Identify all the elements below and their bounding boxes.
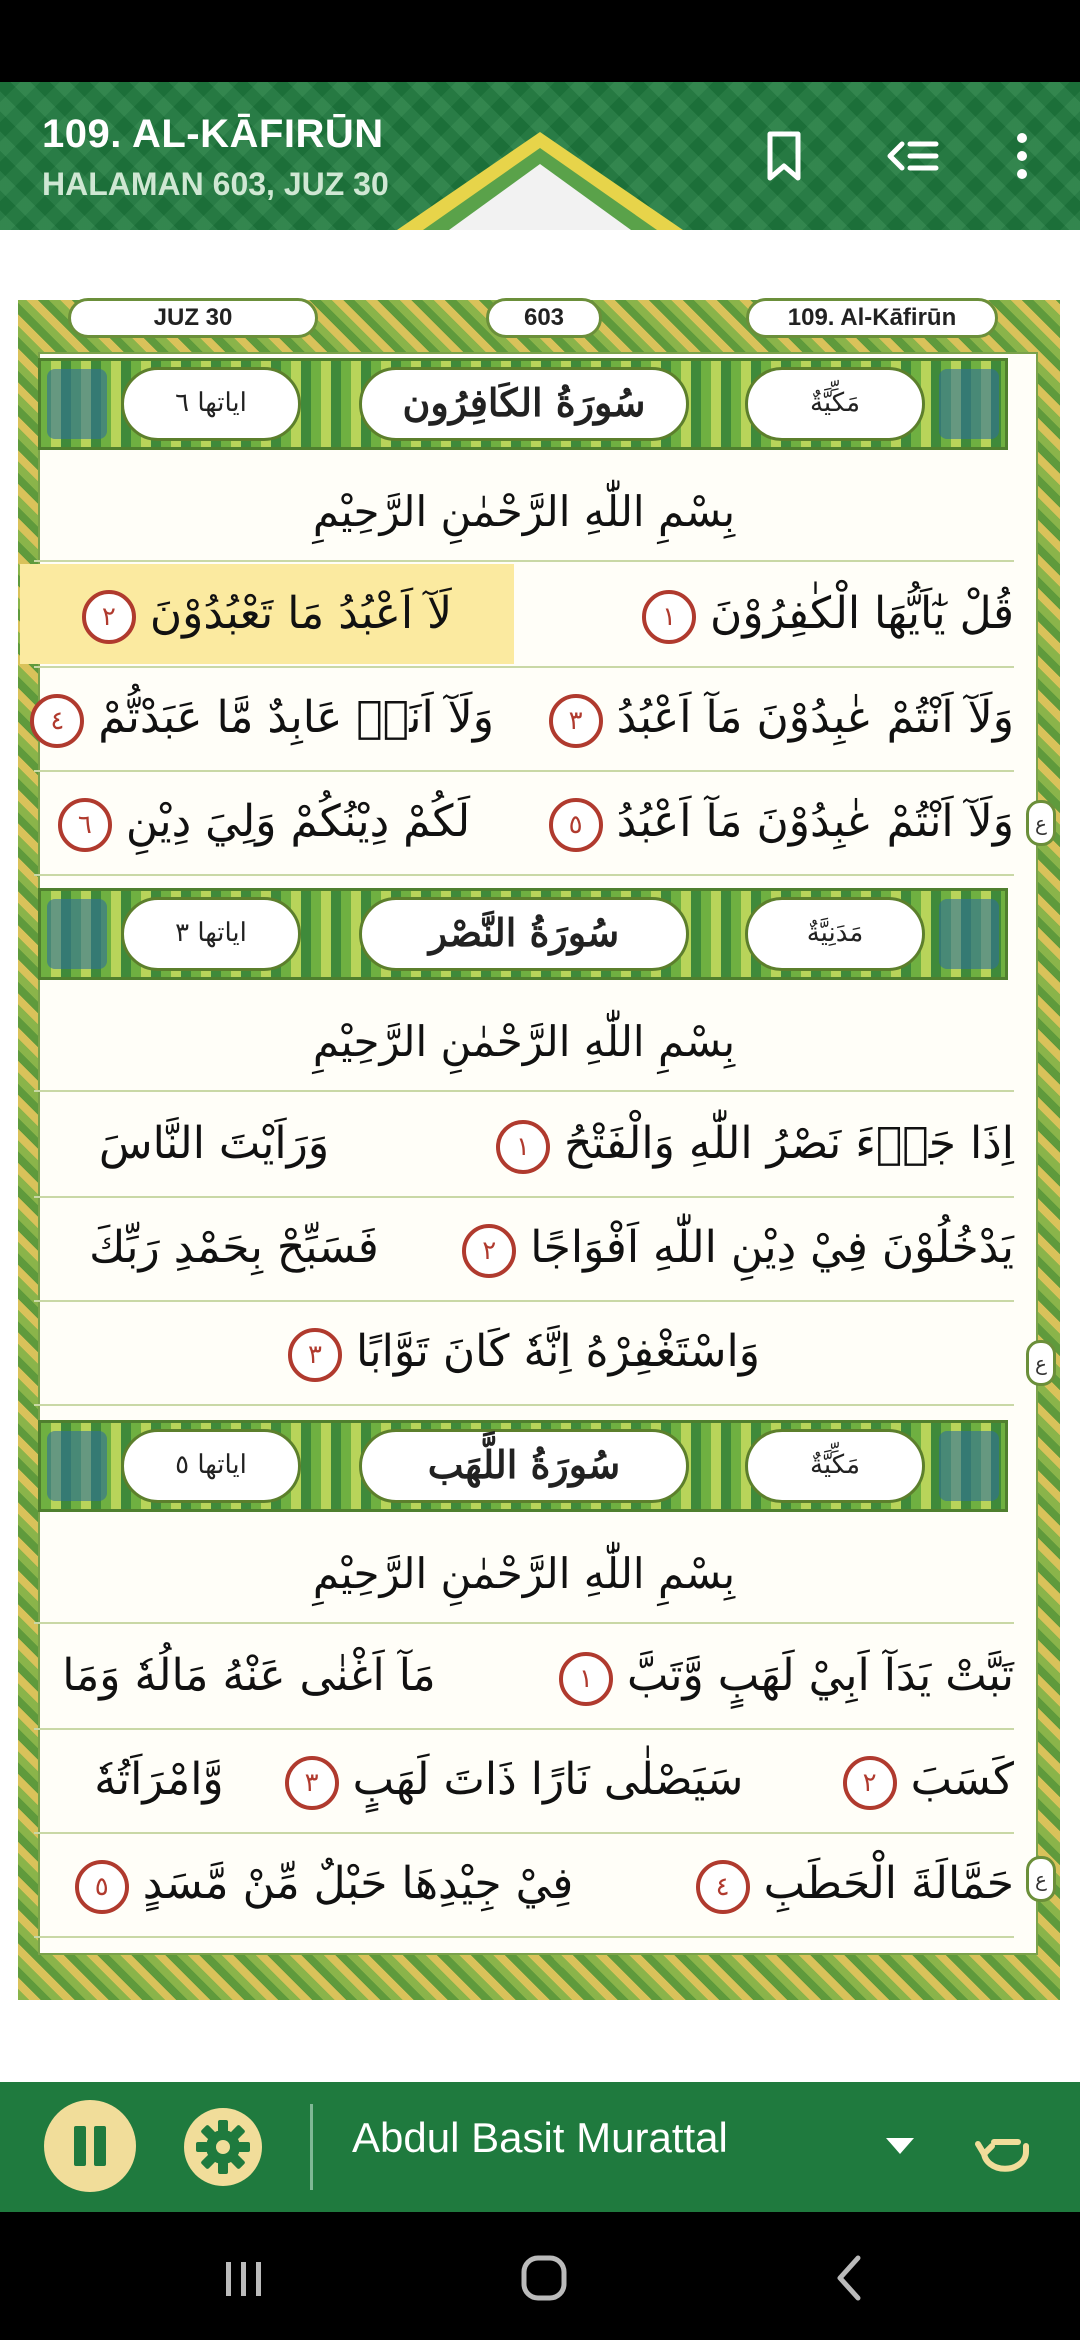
ayah-1[interactable] <box>474 1626 1014 1726</box>
surah-name-ar: سُورَةُ اللَّهَب <box>359 1429 689 1503</box>
text-line <box>34 1626 1014 1730</box>
bismillah: بِسْمِ اللّٰهِ الرَّحْمٰنِ الرَّحِيْمِ <box>34 462 1014 562</box>
juz-label: JUZ 30 <box>68 298 318 338</box>
ayah-number-marker: ١ <box>559 1652 613 1706</box>
text-line <box>34 1834 1014 1938</box>
ayah-3[interactable] <box>34 1302 1014 1402</box>
ayah-text: وَلَآ اَنْتُمْ عٰبِدُوْنَ مَآ اَعْبُدُ <box>616 796 1014 847</box>
ayah-2[interactable] <box>444 1198 1014 1298</box>
ayah-number-marker: ٥ <box>549 798 603 852</box>
repeat-icon[interactable] <box>972 2122 1038 2178</box>
text-line <box>34 772 1014 876</box>
home-icon[interactable] <box>514 2250 574 2306</box>
surah-banner <box>38 1420 1008 1512</box>
surah-name-ar: سُورَةُ النَّصْر <box>359 897 689 971</box>
ayah-text: وَرَاَيْتَ النَّاسَ <box>98 1118 330 1169</box>
surah-banner <box>38 888 1008 980</box>
ayah-number-marker: ٤ <box>30 694 84 748</box>
page-number: 603 <box>486 298 602 338</box>
banner-ornament <box>47 1431 107 1501</box>
ayah-5[interactable] <box>34 1834 614 1934</box>
text-line <box>34 1302 1014 1406</box>
pause-icon <box>74 2126 86 2166</box>
surah-banner <box>38 358 1008 450</box>
ayah-number-marker: ٤ <box>696 1860 750 1914</box>
text-line <box>34 1198 1014 1302</box>
ayah-1[interactable] <box>534 564 1014 664</box>
ayah-text: تَبَّتْ يَدَآ اَبِيْ لَهَبٍ وَّتَبَّ <box>627 1650 1014 1701</box>
more-vertical-icon[interactable] <box>990 124 1054 188</box>
ruku-marker: ع <box>1026 1856 1056 1902</box>
ayah-text: لَكُمْ دِيْنُكُمْ وَلِيَ دِيْنِ <box>125 796 471 847</box>
ayah-number-marker: ٣ <box>285 1756 339 1810</box>
banner-ornament <box>939 899 999 969</box>
ayah-4[interactable] <box>34 668 494 768</box>
ruku-marker: ع <box>1026 1340 1056 1386</box>
ayah-5[interactable] <box>504 772 1014 872</box>
revelation-type: مَكِّيَّةٌ <box>745 367 925 441</box>
ayah-text: حَمَّالَةَ الْحَطَبِ <box>763 1858 1014 1909</box>
surah-name-ar: سُورَةُ الكَافِرُون <box>359 367 689 441</box>
ayah-number-marker: ٢ <box>462 1224 516 1278</box>
ayah-1[interactable] <box>404 1094 1014 1194</box>
ayah-text: وَّامْرَاَتُهٗ <box>94 1754 224 1805</box>
ayah-text: وَلَآ اَنْتُمْ عٰبِدُوْنَ مَآ اَعْبُدُ <box>616 692 1014 743</box>
ayah-3-start[interactable] <box>34 1198 434 1298</box>
ayah-text: فَسَبِّحْ بِحَمْدِ رَبِّكَ <box>89 1222 379 1273</box>
audio-player-bar <box>0 2082 1080 2212</box>
ayah-text: مَآ اَغْنٰى عَنْهُ مَالُهٗ وَمَا <box>62 1650 436 1701</box>
list-icon[interactable] <box>880 124 944 188</box>
banner-ornament <box>939 369 999 439</box>
pause-button[interactable] <box>44 2100 136 2192</box>
system-nav-bar <box>0 2212 1080 2340</box>
revelation-type: مَدَنِيَّةٌ <box>745 897 925 971</box>
ayah-4-start[interactable] <box>34 1730 284 1830</box>
player-divider <box>310 2104 313 2190</box>
text-line <box>34 564 1014 668</box>
ayah-text: قُلْ يٰٓاَيُّهَا الْكٰفِرُوْنَ <box>710 588 1014 639</box>
ayah-2[interactable] <box>744 1730 1014 1830</box>
recent-apps-icon[interactable] <box>214 2250 274 2306</box>
ayah-number-marker: ٣ <box>288 1328 342 1382</box>
ayah-number-marker: ٥ <box>75 1860 129 1914</box>
ayah-text: اِذَا جَاۤءَ نَصْرُ اللّٰهِ وَالْفَتْحُ <box>564 1118 1014 1169</box>
page-surah-label: 109. Al-Kāfirūn <box>746 298 998 338</box>
ayah-2-start[interactable] <box>34 1626 464 1726</box>
ayah-number-marker: ٢ <box>843 1756 897 1810</box>
back-icon[interactable] <box>820 2250 880 2306</box>
ayah-2-start[interactable] <box>34 1094 394 1194</box>
app-header <box>0 82 1080 230</box>
settings-gear-icon[interactable] <box>182 2106 264 2188</box>
ayat-count: اياتها ٦ <box>121 367 301 441</box>
text-line <box>34 1094 1014 1198</box>
reciter-select[interactable]: Abdul Basit Murattal <box>352 2114 728 2161</box>
bismillah: بِسْمِ اللّٰهِ الرَّحْمٰنِ الرَّحِيْمِ <box>34 992 1014 1092</box>
banner-ornament <box>939 1431 999 1501</box>
ayah-3[interactable] <box>504 668 1014 768</box>
pause-icon <box>94 2126 106 2166</box>
ayah-text: سَيَصْلٰى نَارًا ذَاتَ لَهَبٍ <box>352 1754 744 1805</box>
bismillah: بِسْمِ اللّٰهِ الرَّحْمٰنِ الرَّحِيْمِ <box>34 1524 1014 1624</box>
page-subtitle: HALAMAN 603, JUZ 30 <box>42 166 389 202</box>
banner-ornament <box>47 369 107 439</box>
ruku-marker: ع <box>1026 800 1056 846</box>
ayat-count: اياتها ٣ <box>121 897 301 971</box>
ayah-text: وَاسْتَغْفِرْهُ اِنَّهٗ كَانَ تَوَّابًا <box>356 1326 760 1377</box>
surah-title: 109. AL-KĀFIRŪN <box>42 112 384 156</box>
text-line <box>34 1730 1014 1834</box>
ayah-number-marker: ٢ <box>82 590 136 644</box>
ayah-2-highlighted[interactable] <box>20 564 514 664</box>
ayah-text: لَآ اَعْبُدُ مَا تَعْبُدُوْنَ <box>149 588 453 639</box>
ayat-count: اياتها ٥ <box>121 1429 301 1503</box>
bookmark-icon[interactable] <box>752 124 816 188</box>
ayah-3[interactable] <box>284 1730 744 1830</box>
ayah-text: وَلَآ اَنَا۠ عَابِدٌ مَّا عَبَدْتُّمْ <box>98 692 494 743</box>
banner-ornament <box>47 899 107 969</box>
ayah-number-marker: ١ <box>496 1120 550 1174</box>
ayah-number-marker: ٦ <box>58 798 112 852</box>
ayah-6[interactable] <box>34 772 494 872</box>
ayah-text: فِيْ جِيْدِهَا حَبْلٌ مِّنْ مَّسَدٍ <box>142 1858 574 1909</box>
status-bar <box>0 0 1080 82</box>
ayah-4[interactable] <box>624 1834 1014 1934</box>
ayah-text: يَدْخُلُوْنَ فِيْ دِيْنِ اللّٰهِ اَفْوَاجًا <box>530 1222 1014 1273</box>
ayah-number-marker: ١ <box>642 590 696 644</box>
text-line <box>34 668 1014 772</box>
revelation-type: مَكِّيَّةٌ <box>745 1429 925 1503</box>
ayah-number-marker: ٣ <box>549 694 603 748</box>
header-ornament <box>395 130 685 230</box>
chevron-down-icon[interactable] <box>880 2126 920 2166</box>
ayah-text: كَسَبَ <box>910 1754 1014 1805</box>
